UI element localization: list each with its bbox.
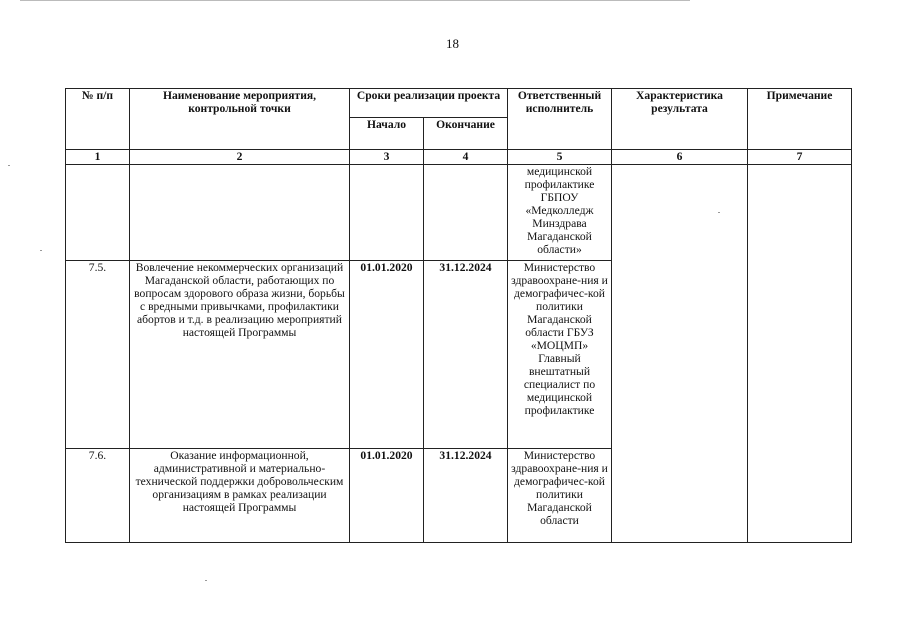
header-note: Примечание (748, 89, 852, 150)
row-number: 7.6. (66, 449, 130, 543)
page-number: 18 (446, 36, 459, 51)
header-terms: Сроки реализации проекта (350, 89, 508, 118)
responsible-executor: Министерство здравоохране-ния и демографичес-кой политики Магаданской области ГБУЗ «МОЦМП» Главный внештатный специалист по медицинской профилактике (508, 261, 612, 449)
scan-speck (8, 165, 10, 166)
scan-speck (40, 250, 42, 251)
column-number: 2 (130, 150, 350, 165)
header-start: Начало (350, 118, 424, 150)
table-row (66, 165, 852, 261)
column-number-row (66, 150, 852, 165)
scan-speck (718, 212, 720, 213)
header-number: № п/п (66, 89, 130, 150)
column-number: 4 (424, 150, 508, 165)
start-date: 01.01.2020 (350, 261, 424, 449)
start-date: 01.01.2020 (350, 449, 424, 543)
end-date: 31.12.2024 (424, 449, 508, 543)
note-cell (748, 165, 852, 543)
end-date: 31.12.2024 (424, 261, 508, 449)
result-cell (612, 165, 748, 543)
column-number: 3 (350, 150, 424, 165)
row-number: 7.5. (66, 261, 130, 449)
header-activity-name: Наименование мероприятия, контрольной точки (130, 89, 350, 150)
responsible-executor: Министерство здравоохране-ния и демографичес-кой политики Магаданской области (508, 449, 612, 543)
column-number: 6 (612, 150, 748, 165)
column-number: 1 (66, 150, 130, 165)
column-number: 5 (508, 150, 612, 165)
program-activities-table (65, 88, 852, 543)
header-end: Окончание (424, 118, 508, 150)
row-number (66, 165, 130, 261)
start-date (350, 165, 424, 261)
activity-name: Оказание информационной, административной и материально-технической поддержки добровольческим организациям в рамках реализации настоящей Программы (130, 449, 350, 543)
activity-name: Вовлечение некоммерческих организаций Магаданской области, работающих по вопросам здорового образа жизни, борьбы с вредными привычками, профилактики абортов и т.д. в реализацию мероприятий настоящей Программы (130, 261, 350, 449)
header-row (66, 89, 852, 118)
column-number: 7 (748, 150, 852, 165)
activity-name (130, 165, 350, 261)
responsible-executor: медицинской профилактике ГБПОУ «Медколледж Минздрава Магаданской области» (508, 165, 612, 261)
header-result: Характеристика результата (612, 89, 748, 150)
scan-speck (205, 580, 207, 581)
top-edge-line (20, 0, 690, 1)
end-date (424, 165, 508, 261)
header-responsible: Ответственный исполнитель (508, 89, 612, 150)
